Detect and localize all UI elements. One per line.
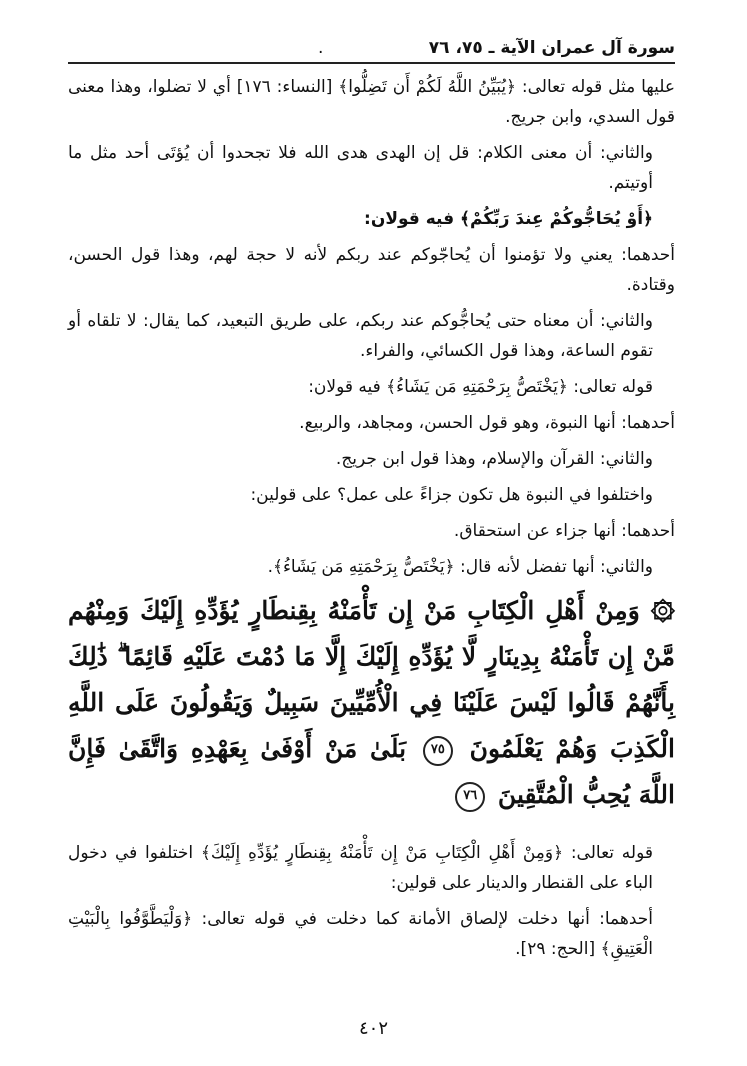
running-header <box>68 30 675 64</box>
paragraph: والثاني: القرآن والإسلام، وهذا قول ابن جريج. <box>335 449 653 469</box>
paragraph: والثاني: أن معنى الكلام: قل إن الهدى هدى الله فلا تجحدوا أن يُؤتَى أحد مثل ما أوتيتم. <box>68 143 653 193</box>
verse-text: بَلَىٰ مَنْ أَوْفَىٰ بِعَهْدِهِ وَاتَّقَىٰ فَإِنَّ اللَّهَ يُحِبُّ الْمُتَّقِينَ <box>68 734 675 809</box>
header-title: سورة آل عمران الآية ـ ٧٥، ٧٦ <box>428 38 675 58</box>
quran-verse <box>68 588 675 818</box>
paragraph: أحدهما: أنها جزاء عن استحقاق. <box>453 521 675 541</box>
paragraph: قوله تعالى: ﴿وَمِنْ أَهْلِ الْكِتَابِ مَنْ إِن تَأْمَنْهُ بِقِنطَارٍ يُؤَدِّهِ إِلَيْكَ﴾ اختلفوا في دخول الباء على القنطار والدينار على قولين: <box>68 843 653 893</box>
paragraph: أحدهما: أنها النبوة، وهو قول الحسن، ومجاهد، والربيع. <box>299 413 675 433</box>
paragraph: ﴿أَوْ يُحَاجُّوكُمْ عِندَ رَبِّكُمْ﴾ فيه قولان: <box>364 209 653 229</box>
paragraph: أحدهما: يعني ولا تؤمنوا أن يُحاجّوكم عند ربكم لأنه لا حجة لهم، وهذا قول الحسن، وقتادة. <box>68 245 675 295</box>
paragraph: واختلفوا في النبوة هل تكون جزاءً على عمل؟ على قولين: <box>250 485 653 505</box>
page-body <box>68 72 675 970</box>
ayah-number-marker: ٧٥ <box>423 736 453 766</box>
header-dot: . <box>318 38 324 58</box>
paragraph: والثاني: أنها تفضل لأنه قال: ﴿يَخْتَصُّ بِرَحْمَتِهِ مَن يَشَاءُ﴾. <box>267 557 653 577</box>
page-number: ٤٠٢ <box>358 1018 388 1039</box>
verse-text: ۞ وَمِنْ أَهْلِ الْكِتَابِ مَنْ إِن تَأْمَنْهُ بِقِنطَارٍ يُؤَدِّهِ إِلَيْكَ وَمِنْهُم مَّنْ إِن تَأْمَنْهُ بِدِينَارٍ لَّا يُؤَدِّهِ إِلَيْكَ إِلَّا مَا دُمْتَ عَلَيْهِ قَائِمًا ۗ ذَٰلِكَ بِأَنَّهُمْ قَالُوا لَيْسَ عَلَيْنَا فِي الْأُمِّيِّينَ سَبِيلٌ وَيَقُولُونَ عَلَى اللَّهِ الْكَذِبَ وَهُمْ يَعْلَمُونَ <box>68 596 675 763</box>
paragraph: أحدهما: أنها دخلت لإلصاق الأمانة كما دخلت في قوله تعالى: ﴿وَلْيَطَّوَّفُوا بِالْبَيْتِ الْعَتِيقِ﴾ [الحج: ٢٩]. <box>68 909 653 959</box>
paragraph: عليها مثل قوله تعالى: ﴿يُبَيِّنُ اللَّهُ لَكُمْ أَن تَضِلُّوا﴾ [النساء: ١٧٦] أي لا تضلوا، وهذا معنى قول السدي، وابن جريج. <box>68 77 675 127</box>
ayah-number-marker: ٧٦ <box>455 782 485 812</box>
paragraph: قوله تعالى: ﴿يَخْتَصُّ بِرَحْمَتِهِ مَن يَشَاءُ﴾ فيه قولان: <box>308 377 653 397</box>
paragraph: والثاني: أن معناه حتى يُحاجُّوكم عند ربكم، على طريق التبعيد، كما يقال: لا تلقاه أو تقوم الساعة، وهذا قول الكسائي، والفراء. <box>68 311 653 361</box>
